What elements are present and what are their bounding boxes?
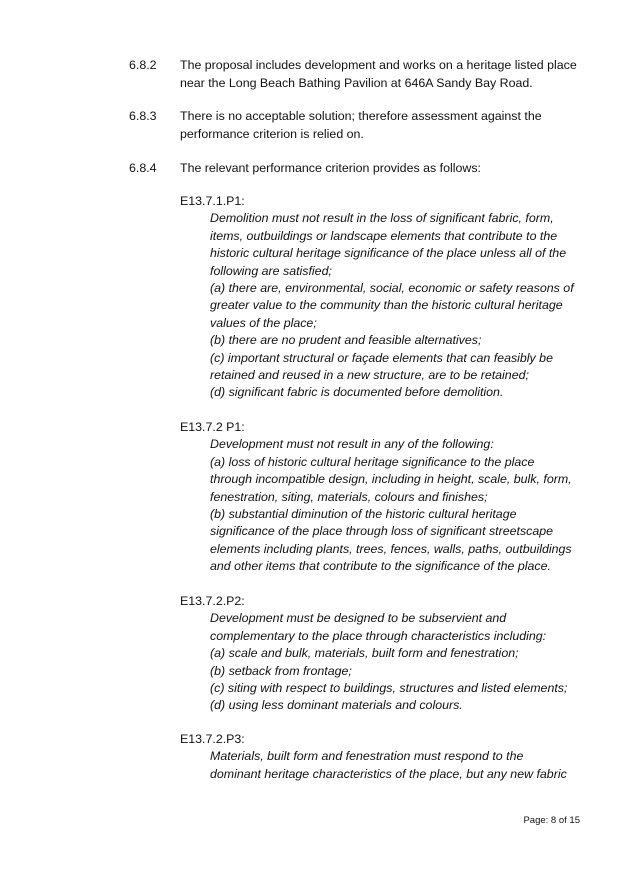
quote-line: (c) siting with respect to buildings, structures and listed elements; bbox=[210, 681, 568, 696]
quote-line: values of the place; bbox=[210, 315, 317, 330]
text-line: performance criterion is relied on. bbox=[180, 126, 364, 141]
paragraph-number: 6.8.3 bbox=[129, 109, 157, 123]
quote-line: (d) using less dominant materials and colours. bbox=[210, 698, 463, 713]
criterion-heading: E13.7.2 P1: bbox=[180, 420, 245, 434]
text-line: The proposal includes development and works on a heritage listed place bbox=[180, 58, 577, 72]
text-line: The relevant performance criterion provides as follows: bbox=[180, 161, 481, 175]
quote-line: greater value to the community than the historic cultural heritage bbox=[210, 298, 563, 313]
quote-line: Demolition must not result in the loss of significant fabric, form, bbox=[210, 211, 554, 226]
quote-line: (b) setback from frontage; bbox=[210, 663, 352, 678]
criterion-quote bbox=[210, 610, 600, 714]
quote-line: and other items that contribute to the significance of the place. bbox=[210, 559, 551, 574]
paragraph-number: 6.8.2 bbox=[129, 58, 157, 72]
quote-line: Development must not result in any of the following: bbox=[210, 437, 494, 452]
criterion-quote bbox=[210, 436, 600, 575]
text-line: There is no acceptable solution; therefore assessment against the bbox=[180, 109, 542, 123]
criterion-heading: E13.7.1.P1: bbox=[180, 194, 245, 208]
criterion-quote bbox=[210, 748, 600, 783]
quote-line: elements including plants, trees, fences, walls, paths, outbuildings bbox=[210, 541, 572, 556]
criterion-quote bbox=[210, 210, 600, 401]
quote-line: (d) significant fabric is documented before demolition. bbox=[210, 385, 504, 400]
criterion-e13-7-2-p1 bbox=[180, 419, 600, 576]
quote-line: (a) scale and bulk, materials, built form and fenestration; bbox=[210, 646, 519, 661]
quote-line: (c) important structural or façade elements that can feasibly be bbox=[210, 350, 553, 365]
quote-line: (a) there are, environmental, social, economic or safety reasons of bbox=[210, 281, 574, 296]
quote-line: historic cultural heritage significance of the place unless all of the bbox=[210, 246, 567, 261]
quote-line: Development must be designed to be subservient and bbox=[210, 611, 507, 626]
paragraph-text bbox=[180, 57, 600, 92]
paragraph-text bbox=[180, 108, 600, 143]
paragraph-text bbox=[180, 160, 600, 178]
quote-line: items, outbuildings or landscape elements that contribute to the bbox=[210, 228, 558, 243]
quote-line: complementary to the place through characteristics including: bbox=[210, 628, 547, 643]
page-number: Page: 8 of 15 bbox=[523, 815, 580, 826]
criterion-heading: E13.7.2.P2: bbox=[180, 594, 245, 608]
quote-line: (a) loss of historic cultural heritage significance to the place bbox=[210, 454, 535, 469]
quote-line: (b) substantial diminution of the historic cultural heritage bbox=[210, 507, 517, 522]
quote-line: Materials, built form and fenestration must respond to the bbox=[210, 749, 524, 764]
quote-line: (b) there are no prudent and feasible alternatives; bbox=[210, 333, 482, 348]
quote-line: fenestration, siting, materials, colours and finishes; bbox=[210, 489, 488, 504]
criterion-e13-7-2-p3 bbox=[180, 731, 600, 783]
quote-line: retained and reused in a new structure, are to be retained; bbox=[210, 368, 529, 383]
text-line: near the Long Beach Bathing Pavilion at 646A Sandy Bay Road. bbox=[180, 75, 533, 90]
paragraph-number: 6.8.4 bbox=[129, 161, 157, 175]
quote-line: following are satisfied; bbox=[210, 263, 332, 278]
criterion-e13-7-1-p1 bbox=[180, 193, 600, 402]
criterion-heading: E13.7.2.P3: bbox=[180, 732, 245, 746]
quote-line: through incompatible design, including in height, scale, bulk, form, bbox=[210, 472, 572, 487]
criterion-e13-7-2-p2 bbox=[180, 593, 600, 715]
quote-line: significance of the place through loss of significant streetscape bbox=[210, 524, 554, 539]
quote-line: dominant heritage characteristics of the place, but any new fabric bbox=[210, 766, 567, 781]
